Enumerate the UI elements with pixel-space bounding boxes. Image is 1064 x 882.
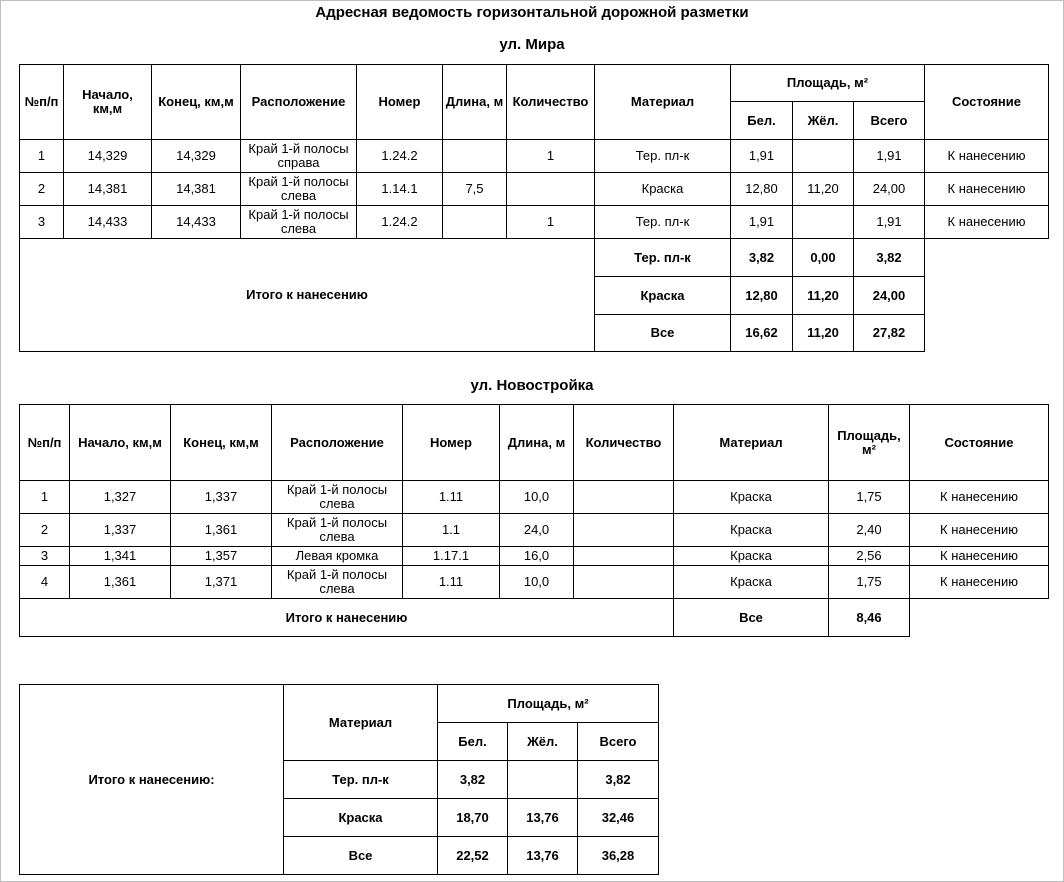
total-yellow: 0,00 (793, 239, 854, 277)
cell-quantity (507, 173, 595, 206)
header-yellow: Жёл. (508, 723, 578, 761)
cell-total: 24,00 (854, 173, 925, 206)
cell-white: 18,70 (438, 799, 508, 837)
header-number: Номер (357, 65, 443, 140)
table-row (20, 206, 1049, 239)
cell-area: 2,56 (829, 547, 910, 566)
cell-end: 14,381 (152, 173, 241, 206)
totals-row (20, 599, 1049, 637)
cell-total: 1,91 (854, 140, 925, 173)
cell-num: 2 (20, 173, 64, 206)
cell-location: Край 1-й полосы слева (241, 206, 357, 239)
header-area: Площадь, м² (731, 65, 925, 102)
cell-total: 36,28 (578, 837, 659, 875)
header-area: Площадь, м² (829, 405, 910, 481)
cell-start: 14,433 (64, 206, 152, 239)
cell-number: 1.24.2 (357, 206, 443, 239)
cell-total: 32,46 (578, 799, 659, 837)
cell-quantity: 1 (507, 206, 595, 239)
total-white: 12,80 (731, 277, 793, 315)
cell-material: Краска (674, 547, 829, 566)
novostroyka-total-label: Итого к нанесению (20, 599, 674, 637)
cell-material: Все (284, 837, 438, 875)
cell-length: 7,5 (443, 173, 507, 206)
cell-status: К нанесению (910, 547, 1049, 566)
cell-status: К нанесению (925, 173, 1049, 206)
header-location: Расположение (272, 405, 403, 481)
header-location: Расположение (241, 65, 357, 140)
cell-length (443, 206, 507, 239)
cell-number: 1.1 (403, 514, 500, 547)
cell-material: Краска (595, 173, 731, 206)
cell-total: 3,82 (578, 761, 659, 799)
street-title-novostroyka: ул. Новостройка (470, 377, 594, 394)
mira-table (19, 64, 1049, 352)
blank-cell (910, 599, 1049, 637)
total-total: 24,00 (854, 277, 925, 315)
header-length: Длина, м (443, 65, 507, 140)
cell-location: Край 1-й полосы слева (272, 566, 403, 599)
cell-end: 1,357 (171, 547, 272, 566)
cell-num: 1 (20, 481, 70, 514)
total-material: Краска (595, 277, 731, 315)
cell-start: 14,381 (64, 173, 152, 206)
cell-quantity (574, 514, 674, 547)
cell-quantity (574, 481, 674, 514)
header-start: Начало, км,м (64, 65, 152, 140)
table-row (20, 481, 1049, 514)
cell-length: 10,0 (500, 481, 574, 514)
cell-number: 1.11 (403, 566, 500, 599)
cell-white: 22,52 (438, 837, 508, 875)
cell-num: 1 (20, 140, 64, 173)
cell-white: 3,82 (438, 761, 508, 799)
header-total: Всего (854, 102, 925, 140)
header-status: Состояние (925, 65, 1049, 140)
cell-length (443, 140, 507, 173)
cell-location: Край 1-й полосы справа (241, 140, 357, 173)
total-material: Все (674, 599, 829, 637)
header-start: Начало, км,м (70, 405, 171, 481)
cell-material: Тер. пл-к (595, 140, 731, 173)
summary-label: Итого к нанесению: (20, 685, 284, 875)
cell-status: К нанесению (910, 481, 1049, 514)
cell-end: 1,337 (171, 481, 272, 514)
header-material: Материал (595, 65, 731, 140)
cell-number: 1.24.2 (357, 140, 443, 173)
header-quantity: Количество (507, 65, 595, 140)
total-yellow: 11,20 (793, 277, 854, 315)
cell-status: К нанесению (925, 140, 1049, 173)
header-status: Состояние (910, 405, 1049, 481)
cell-num: 2 (20, 514, 70, 547)
header-num: №п/п (20, 65, 64, 140)
total-material: Все (595, 315, 731, 352)
cell-status: К нанесению (910, 566, 1049, 599)
header-quantity: Количество (574, 405, 674, 481)
table-row (20, 566, 1049, 599)
total-area: 8,46 (829, 599, 910, 637)
cell-start: 1,327 (70, 481, 171, 514)
cell-white: 12,80 (731, 173, 793, 206)
report-title: Адресная ведомость горизонтальной дорожной разметки (315, 4, 749, 21)
cell-num: 3 (20, 206, 64, 239)
cell-status: К нанесению (925, 206, 1049, 239)
cell-yellow: 13,76 (508, 837, 578, 875)
cell-white: 1,91 (731, 206, 793, 239)
total-white: 16,62 (731, 315, 793, 352)
header-yellow: Жёл. (793, 102, 854, 140)
cell-material: Краска (674, 566, 829, 599)
cell-white: 1,91 (731, 140, 793, 173)
cell-total: 1,91 (854, 206, 925, 239)
cell-start: 1,341 (70, 547, 171, 566)
total-yellow: 11,20 (793, 315, 854, 352)
table-row (20, 140, 1049, 173)
cell-end: 1,361 (171, 514, 272, 547)
cell-end: 14,433 (152, 206, 241, 239)
header-num: №п/п (20, 405, 70, 481)
cell-location: Левая кромка (272, 547, 403, 566)
header-material: Материал (284, 685, 438, 761)
cell-location: Край 1-й полосы слева (241, 173, 357, 206)
header-material: Материал (674, 405, 829, 481)
cell-location: Край 1-й полосы слева (272, 481, 403, 514)
cell-length: 24,0 (500, 514, 574, 547)
total-material: Тер. пл-к (595, 239, 731, 277)
cell-number: 1.11 (403, 481, 500, 514)
header-area: Площадь, м² (438, 685, 659, 723)
cell-location: Край 1-й полосы слева (272, 514, 403, 547)
total-white: 3,82 (731, 239, 793, 277)
cell-status: К нанесению (910, 514, 1049, 547)
cell-end: 1,371 (171, 566, 272, 599)
mira-total-label: Итого к нанесению (20, 239, 595, 352)
cell-yellow (508, 761, 578, 799)
cell-material: Краска (284, 799, 438, 837)
cell-area: 1,75 (829, 566, 910, 599)
header-total: Всего (578, 723, 659, 761)
header-end: Конец, км,м (152, 65, 241, 140)
cell-number: 1.17.1 (403, 547, 500, 566)
header-white: Бел. (438, 723, 508, 761)
total-total: 27,82 (854, 315, 925, 352)
header-number: Номер (403, 405, 500, 481)
cell-yellow: 11,20 (793, 173, 854, 206)
totals-row (20, 239, 1049, 277)
header-length: Длина, м (500, 405, 574, 481)
cell-material: Тер. пл-к (595, 206, 731, 239)
summary-table (19, 684, 659, 875)
table-row (20, 547, 1049, 566)
cell-yellow: 13,76 (508, 799, 578, 837)
cell-num: 4 (20, 566, 70, 599)
cell-material: Краска (674, 514, 829, 547)
street-title-mira: ул. Мира (499, 36, 565, 53)
cell-area: 2,40 (829, 514, 910, 547)
cell-quantity (574, 566, 674, 599)
cell-start: 1,361 (70, 566, 171, 599)
cell-material: Тер. пл-к (284, 761, 438, 799)
cell-length: 10,0 (500, 566, 574, 599)
cell-start: 1,337 (70, 514, 171, 547)
cell-yellow (793, 206, 854, 239)
blank-cell (925, 239, 1049, 352)
total-total: 3,82 (854, 239, 925, 277)
cell-quantity: 1 (507, 140, 595, 173)
header-end: Конец, км,м (171, 405, 272, 481)
table-row (20, 514, 1049, 547)
cell-length: 16,0 (500, 547, 574, 566)
cell-number: 1.14.1 (357, 173, 443, 206)
cell-start: 14,329 (64, 140, 152, 173)
cell-end: 14,329 (152, 140, 241, 173)
cell-material: Краска (674, 481, 829, 514)
table-row (20, 173, 1049, 206)
cell-quantity (574, 547, 674, 566)
novostroyka-table (19, 404, 1049, 637)
cell-yellow (793, 140, 854, 173)
cell-area: 1,75 (829, 481, 910, 514)
cell-num: 3 (20, 547, 70, 566)
header-white: Бел. (731, 102, 793, 140)
